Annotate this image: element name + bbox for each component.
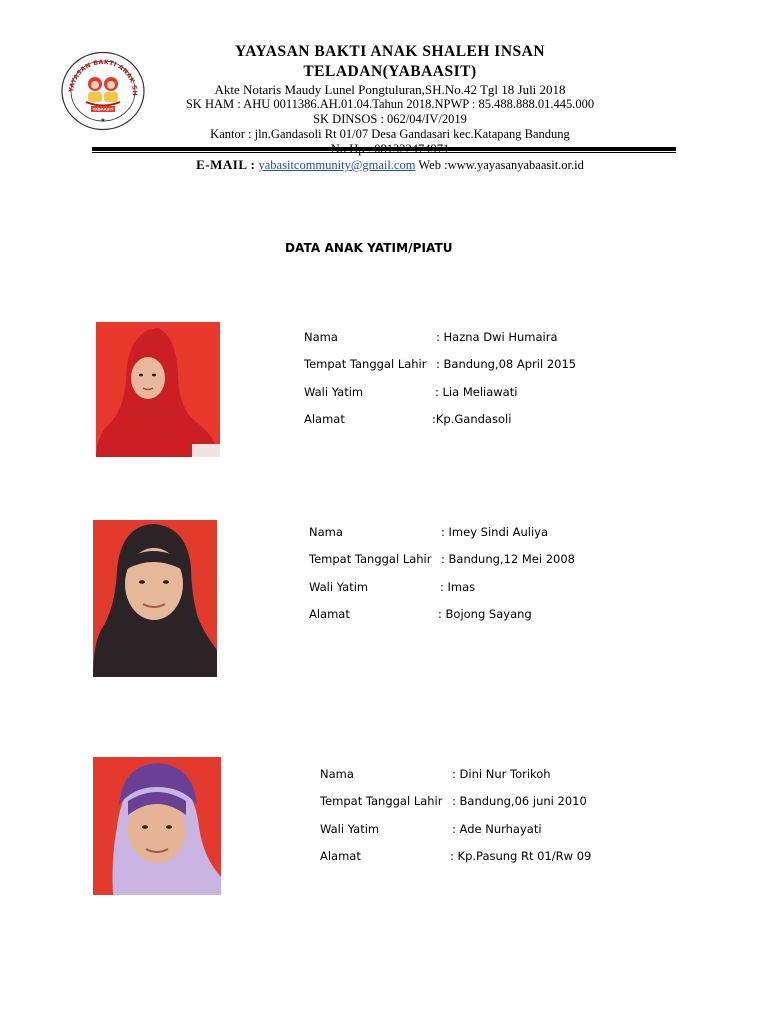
nama-value: : Imey Sindi Auliya	[441, 525, 548, 539]
wali-value: : Lia Meliawati	[435, 384, 518, 399]
child-photo-1	[96, 322, 220, 457]
wali-label: Wali Yatim	[304, 384, 364, 399]
nama-value: : Hazna Dwi Humaira	[436, 330, 558, 344]
kantor-line: Kantor : jln.Gandasoli Rt 01/07 Desa Gandasari kec.Katapang Bandung	[210, 127, 570, 141]
wali-value: : Imas	[440, 579, 476, 594]
org-name: YAYASAN BAKTI ANAK SHALEH INSAN TELADAN(YABAASIT)	[234, 43, 546, 80]
ttl-value: : Bandung,06 juni 2010	[452, 794, 587, 809]
nama-label: Nama	[320, 767, 354, 781]
ttl-label: Tempat Tanggal Lahir	[320, 794, 443, 809]
ttl-value: : Bandung,12 Mei 2008	[441, 552, 575, 567]
letterhead-divider-thin	[92, 152, 676, 153]
alamat-value: :Kp.Gandasoli	[432, 411, 512, 426]
ttl-value: : Bandung,08 April 2015	[436, 357, 577, 372]
logo-caption: YABAASIT	[92, 106, 114, 112]
child-photo-3	[93, 757, 221, 895]
wali-value: : Ade Nurhayati	[452, 821, 542, 836]
letterhead	[150, 42, 630, 173]
ttl-label: Tempat Tanggal Lahir	[304, 357, 427, 372]
email-label: E-MAIL :	[196, 157, 256, 172]
wali-label: Wali Yatim	[309, 579, 369, 594]
page-title: DATA ANAK YATIM/PIATU	[285, 241, 453, 255]
alamat-label: Alamat	[320, 848, 361, 863]
nama-value: : Dini Nur Torikoh	[452, 767, 551, 781]
sk-dinsos-line: SK DINSOS : 062/04/IV/2019	[313, 112, 467, 126]
nama-label: Nama	[304, 330, 338, 344]
svg-text:★: ★	[100, 118, 106, 124]
nama-label: Nama	[309, 525, 343, 539]
alamat-value: : Kp.Pasung Rt 01/Rw 09	[450, 848, 592, 863]
alamat-value: : Bojong Sayang	[438, 606, 532, 621]
email-row	[150, 157, 630, 173]
foundation-logo	[60, 51, 146, 131]
logo-ring-text: YAYASAN BAKTI ANAK SH	[68, 58, 139, 96]
alamat-label: Alamat	[304, 411, 345, 426]
wali-label: Wali Yatim	[320, 821, 380, 836]
website-text: Web :www.yayasanyabaasit.or.id	[418, 158, 584, 172]
notaris-line: Akte Notaris Maudy Lunel Pongtuluran,SH.No.42 Tgl 18 Juli 2018	[214, 82, 566, 97]
alamat-label: Alamat	[309, 606, 350, 621]
child-photo-2	[93, 520, 217, 677]
email-link[interactable]: yabasitcommunity@gmail.com	[258, 158, 416, 172]
sk-ham-line: SK HAM : AHU 0011386.AH.01.04.Tahun 2018.NPWP : 85.488.888.01.445.000	[185, 97, 595, 111]
ttl-label: Tempat Tanggal Lahir	[309, 552, 432, 567]
letterhead-divider	[92, 147, 676, 151]
